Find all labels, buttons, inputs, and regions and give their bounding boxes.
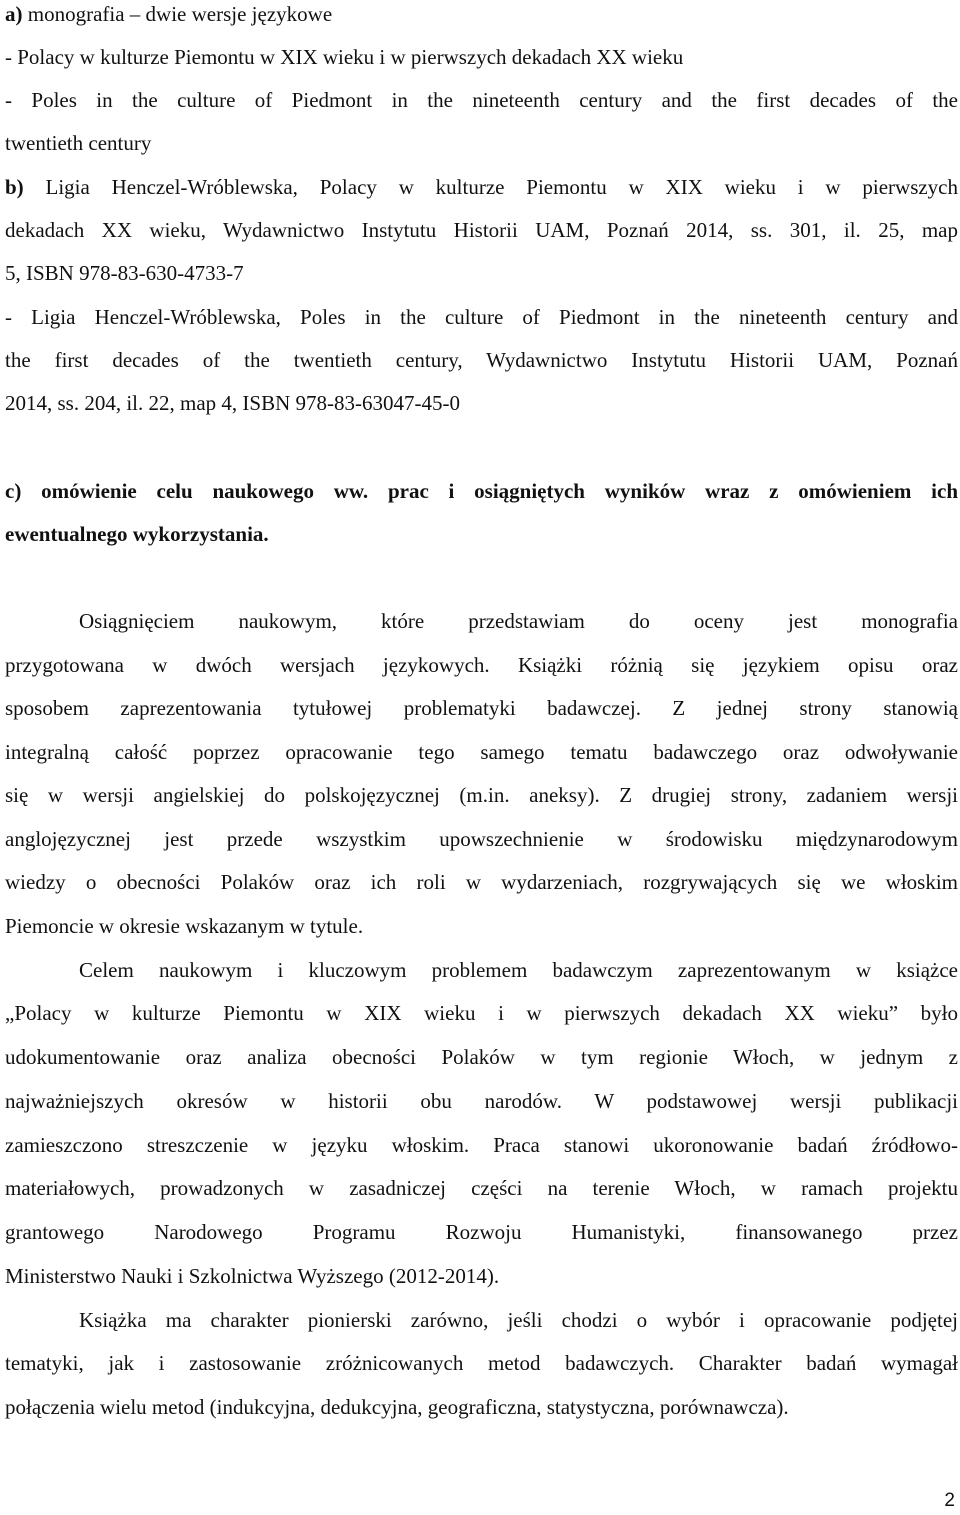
- section-a-title-en-line: - Poles in the culture of Piedmont in the nineteenth century and the first decades of the: [5, 88, 958, 112]
- paragraph-line: materiałowych, prowadzonych w zasadniczej części na terenie Włoch, w ramach projektu: [5, 1176, 958, 1200]
- section-b-line-text: Ligia Henczel-Wróblewska, Polacy w kulturze Piemontu w XIX wieku i w pierwszych: [45, 175, 959, 199]
- paragraph-line: udokumentowanie oraz analiza obecności Polaków w tym regionie Włoch, w jednym z: [5, 1045, 958, 1069]
- section-b-line: [5, 175, 958, 199]
- section-b-line: 5, ISBN 978-83-630-4733-7: [5, 261, 244, 285]
- page-number: 2: [944, 1490, 955, 1511]
- section-a-title-en-line: twentieth century: [5, 131, 152, 155]
- paragraph-line: Ministerstwo Nauki i Szkolnictwa Wyższego (2012-2014).: [5, 1264, 500, 1288]
- section-c-heading: ewentualnego wykorzystania.: [5, 522, 269, 546]
- section-a-heading: [5, 2, 958, 26]
- paragraph-line: połączenia wielu metod (indukcyjna, dedukcyjna, geograficzna, statystyczna, porównawcza).: [5, 1395, 789, 1419]
- paragraph-line: Piemoncie w okresie wskazanym w tytule.: [5, 914, 364, 938]
- section-b-line: 2014, ss. 204, il. 22, map 4, ISBN 978-83-63047-45-0: [5, 391, 460, 415]
- section-c-heading: c) omówienie celu naukowego ww. prac i osiągniętych wyników wraz z omówieniem ich: [5, 479, 958, 503]
- section-b-line: the first decades of the twentieth century, Wydawnictwo Instytutu Historii UAM, Poznań: [5, 348, 958, 372]
- paragraph-line: sposobem zaprezentowania tytułowej problematyki badawczej. Z jednej strony stanowią: [5, 696, 958, 720]
- paragraph-line: zamieszczono streszczenie w języku włoskim. Praca stanowi ukoronowanie badań źródłowo-: [5, 1133, 958, 1157]
- section-a-label: a): [5, 2, 23, 26]
- paragraph-line: wiedzy o obecności Polaków oraz ich roli w wydarzeniach, rozgrywających się we włoskim: [5, 870, 958, 894]
- paragraph-line: Osiągnięciem naukowym, które przedstawiam do oceny jest monografia: [79, 609, 958, 633]
- paragraph-line: przygotowana w dwóch wersjach językowych. Książki różnią się językiem opisu oraz: [5, 653, 958, 677]
- section-a-title-pl: - Polacy w kulturze Piemontu w XIX wieku i w pierwszych dekadach XX wieku: [5, 45, 684, 69]
- paragraph-line: anglojęzycznej jest przede wszystkim upowszechnienie w środowisku międzynarodowym: [5, 827, 958, 851]
- section-b-line: - Ligia Henczel-Wróblewska, Poles in the culture of Piedmont in the nineteenth century and: [5, 305, 958, 329]
- paragraph-line: się w wersji angielskiej do polskojęzycznej (m.in. aneksy). Z drugiej strony, zadaniem wersji: [5, 783, 958, 807]
- section-a-heading-text: monografia – dwie wersje językowe: [27, 2, 333, 26]
- paragraph-line: Celem naukowym i kluczowym problemem badawczym zaprezentowanym w książce: [79, 958, 958, 982]
- paragraph-line: „Polacy w kulturze Piemontu w XIX wieku i w pierwszych dekadach XX wieku” było: [5, 1001, 958, 1025]
- paragraph-line: Książka ma charakter pionierski zarówno, jeśli chodzi o wybór i opracowanie podjętej: [79, 1308, 958, 1332]
- section-b-line: dekadach XX wieku, Wydawnictwo Instytutu Historii UAM, Poznań 2014, ss. 301, il. 25, map: [5, 218, 958, 242]
- section-b-label: b): [5, 175, 24, 199]
- paragraph-line: najważniejszych okresów w historii obu narodów. W podstawowej wersji publikacji: [5, 1089, 958, 1113]
- paragraph-line: tematyki, jak i zastosowanie zróżnicowanych metod badawczych. Charakter badań wymagał: [5, 1351, 958, 1375]
- paragraph-line: integralną całość poprzez opracowanie tego samego tematu badawczego oraz odwoływanie: [5, 740, 958, 764]
- paragraph-line: grantowego Narodowego Programu Rozwoju Humanistyki, finansowanego przez: [5, 1220, 958, 1244]
